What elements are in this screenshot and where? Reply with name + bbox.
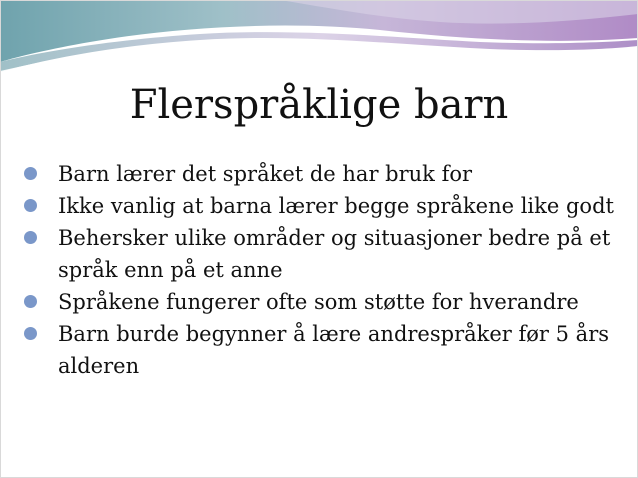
bullet-icon [24,327,37,340]
list-item [14,190,614,222]
list-item [14,158,614,190]
page-title: Flerspråklige barn [129,82,509,128]
bullet-text: Språkene fungerer ofte som støtte for hverandre [58,290,579,314]
bullet-text: Behersker ulike områder og situasjoner bedre på et språk enn på et anne [58,226,611,282]
list-item [14,318,614,382]
bullet-text: Barn burde begynner å lære andrespråker før 5 års alderen [58,322,610,378]
bullet-list [14,158,614,382]
bullet-icon [24,231,37,244]
list-item [14,222,614,286]
bullet-text: Ikke vanlig at barna lærer begge språkene like godt [58,194,614,218]
bullet-icon [24,295,37,308]
bullet-icon [24,199,37,212]
bullet-text: Barn lærer det språket de har bruk for [58,162,473,186]
list-item [14,286,614,318]
bullet-icon [24,167,37,180]
decorative-banner [0,0,638,90]
